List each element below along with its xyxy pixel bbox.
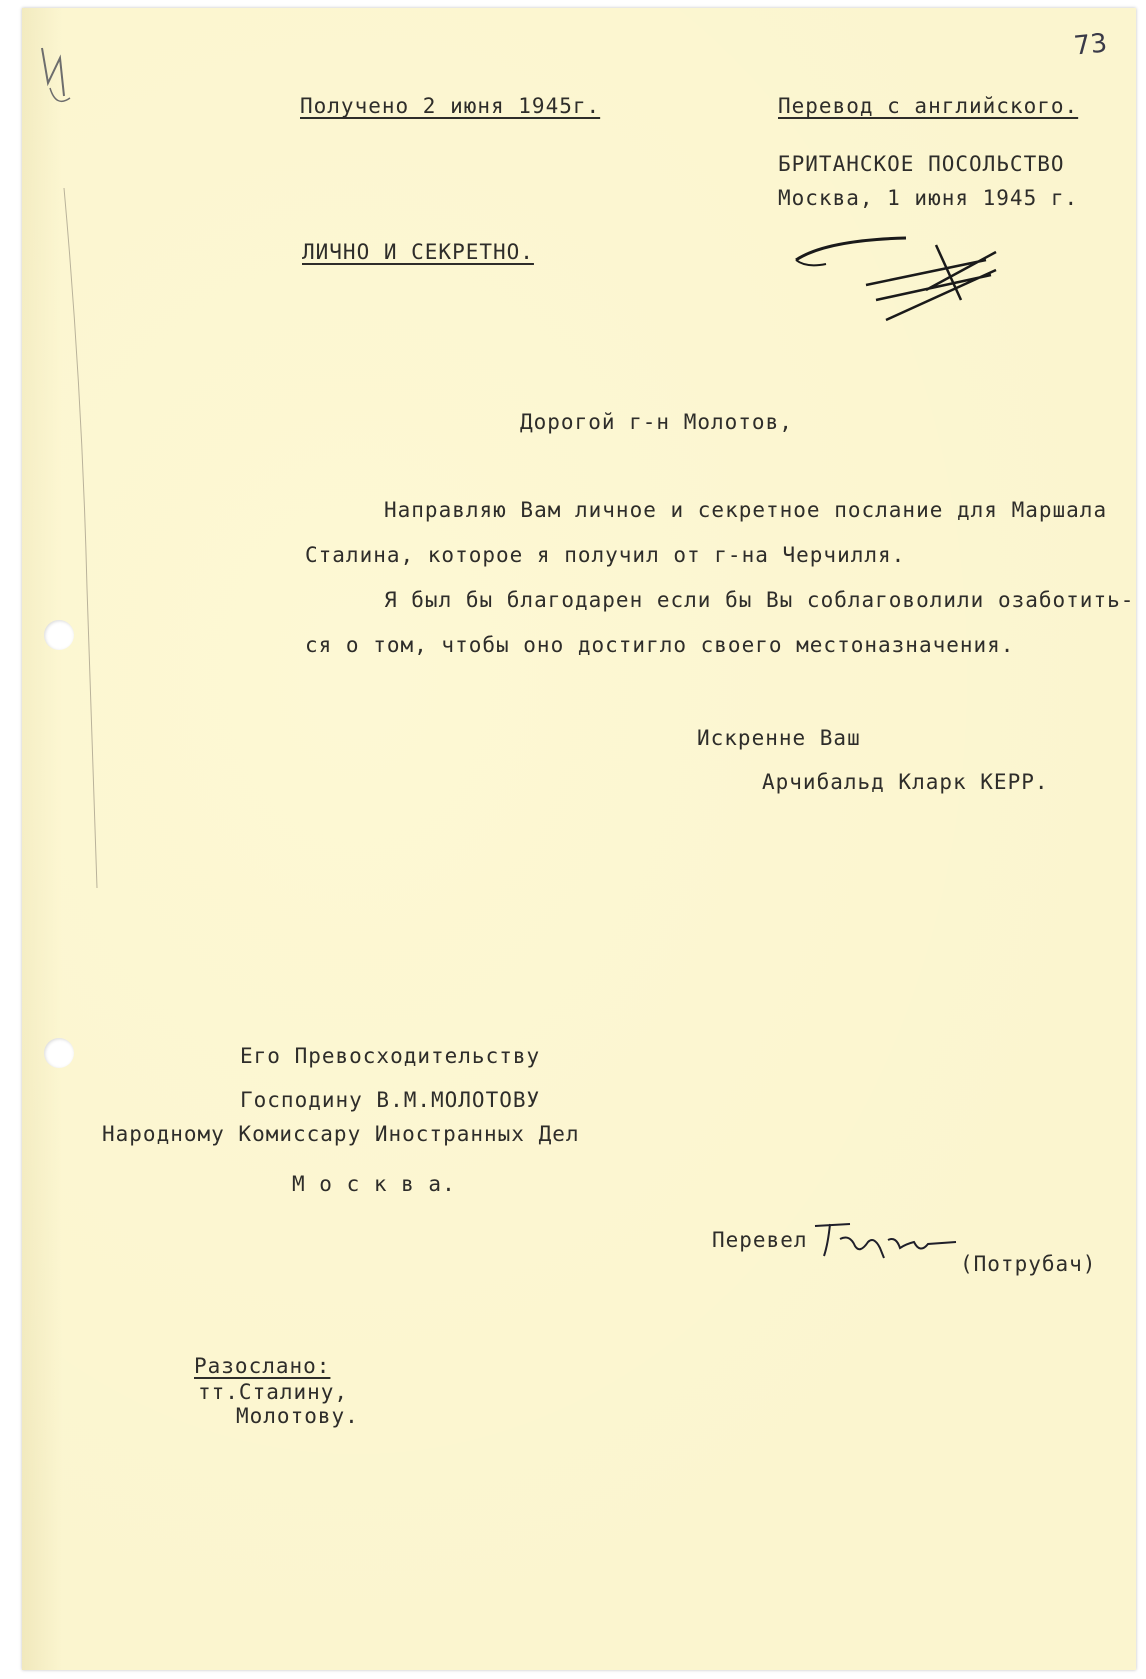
body-line: Сталина, которое я получил от г-на Черчилля.	[305, 543, 906, 567]
translator-name: (Потрубач)	[960, 1252, 1097, 1276]
addressee-line3: Народному Комиссару Иностранных Дел	[102, 1122, 580, 1146]
salutation: Дорогой г-н Молотов,	[520, 410, 793, 434]
addressee-line1: Его Превосходительству	[240, 1044, 541, 1068]
classification-label: ЛИЧНО И СЕКРЕТНО.	[302, 240, 534, 264]
body-line: Направляю Вам личное и секретное послание для Маршала	[384, 498, 1108, 522]
translator-label: Перевел	[712, 1228, 808, 1252]
sender-organization: БРИТАНСКОЕ ПОСОЛЬСТВО	[778, 152, 1065, 176]
translator-handwritten-signature	[810, 1214, 960, 1264]
addressee-line2: Господину В.М.МОЛОТОВУ	[240, 1088, 541, 1112]
binding-hole-bottom	[44, 1038, 74, 1068]
pencil-fold-line	[62, 188, 122, 888]
pencil-margin-mark	[30, 38, 90, 118]
closing: Искренне Ваш	[697, 726, 861, 750]
distribution-label: Разослано:	[194, 1354, 331, 1378]
distribution-line1: тт.Сталину,	[198, 1380, 349, 1404]
binding-hole-top	[44, 620, 74, 650]
document-page	[22, 8, 1136, 1670]
place-and-date: Москва, 1 июня 1945 г.	[778, 186, 1079, 210]
distribution-line2: Молотову.	[236, 1404, 359, 1428]
page-number: 73	[1072, 28, 1109, 62]
body-line: Я был бы благодарен если бы Вы соблаговолили озаботить-	[384, 588, 1135, 612]
addressee-city: М о с к в а.	[292, 1172, 456, 1196]
ink-initials	[786, 230, 1026, 330]
translation-note: Перевод с английского.	[778, 94, 1079, 118]
signatory: Арчибальд Кларк КЕРР.	[762, 770, 1049, 794]
received-date: Получено 2 июня 1945г.	[300, 94, 601, 118]
body-line: ся о том, чтобы оно достигло своего местоназначения.	[305, 633, 1015, 657]
